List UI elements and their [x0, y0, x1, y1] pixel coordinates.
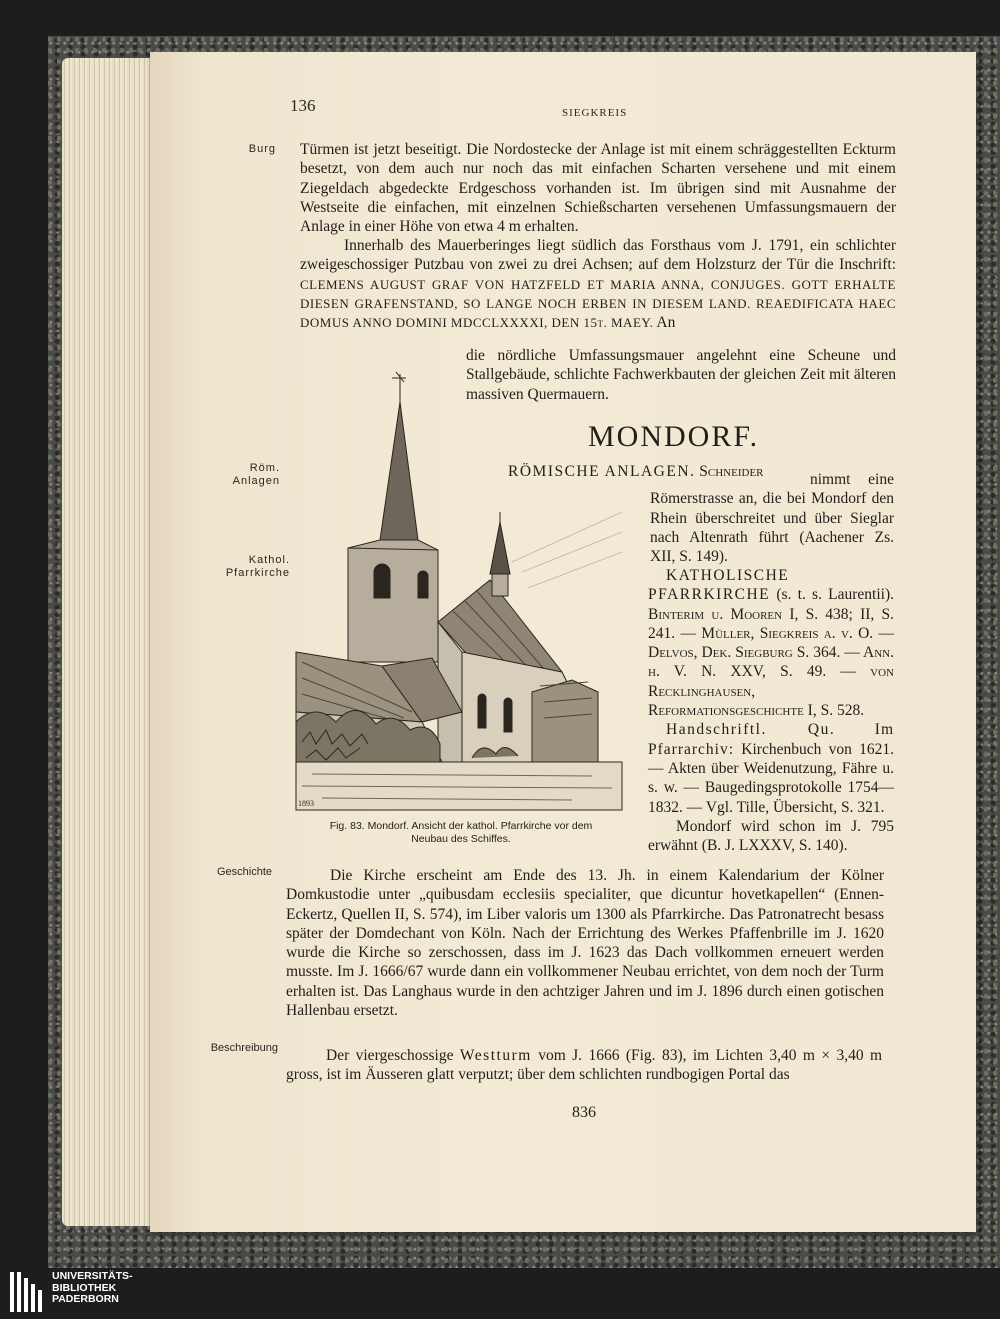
library-line2: BIBLIOTHEK	[52, 1281, 117, 1294]
library-logo-icon	[10, 1272, 46, 1312]
forsthaus-text: Innerhalb des Mauerberinges liegt südlich das Forsthaus vom J. 1791, ein schlichter zweigeschossiger Putzbau von zwei zu drei Achsen; auf dem Holzsturz der Tür die Inschrift:	[300, 237, 896, 274]
margin-note-rom-line2: Anlagen	[232, 475, 280, 487]
library-line1: UNIVERSITÄTS-	[52, 1270, 133, 1282]
history-paragraph: Die Kirche erscheint am Ende des 13. Jh. in einem Kalendarium der Kölner Domkustodie unter „quibusdam ecclesiis specialiter, que dicuntur hovetkapellen“ (Ennen-Eckertz, Quellen II, S. 574), im Liber valoris um 1300 als Pfarrkirche. Das Patronatrecht besass später der Domdechant von Köln. Nach der Errichtung des Werkes Pfaffenbrille im J. 1620 wurde die Kirche so zerschossen, dass im J. 1623 das Dach vollkommen erneuert werden musste. Im J. 1666/67 wurde dann ein vollkommener Neubau errichtet, von dem noch der Turm erhalten ist. Das Langhaus wurde in den achtziger Jahren und im J. 1896 durch einen gotischen Hallenbau ersetzt.	[286, 867, 884, 1020]
figure-caption-line2: Neubau des Schiffes.	[411, 833, 511, 845]
margin-note-rom	[206, 462, 280, 488]
roman-text-block	[650, 470, 894, 566]
sources-archive: Im Pfarrarchiv:	[648, 721, 895, 758]
running-title: SIEGKREIS	[562, 107, 628, 119]
burg-paragraph-2	[300, 236, 896, 332]
inscription: CLEMENS AUGUST GRAF VON HATZFELD ET MARIA ANNA, CONJUGES. GOTT ERHALTE DIESEN GRAFENSTAND, SO LANGE NOCH ERBEN IN DIESEM LAND. REAEDIFICATA HAEC DOMUS ANNO DOMINI MDCCLXXXXI, DEN 15t. MAEY.	[300, 276, 896, 331]
margin-note-beschreibung: Beschreibung	[210, 1042, 278, 1054]
church-dedication: (s. t. s. Laurentii).	[776, 586, 894, 604]
drawing-year: 1893	[298, 799, 314, 808]
figure-caption-line1: Fig. 83. Mondorf. Ansicht der kathol. Pfarrkirche vor dem	[329, 820, 593, 832]
burg-paragraph-1: Türmen ist jetzt beseitigt. Die Nordostecke der Anlage ist mit einem schräggestellten Eckturm besetzt, von dem auch nur noch das mit einfachen Scharten versehene und mit einem Ziegeldach abgedeckte Erdgeschoss vorhanden ist. Im übrigen sind mit Ausnahme der Westseite die einfachen, mit einzelnen Schießscharten versehenen Umfassungsmauern der Anlage in einer Höhe von etwa 4 m erhalten.	[300, 141, 896, 236]
margin-note-rom-line1: Röm.	[249, 462, 280, 474]
library-footer	[0, 1268, 1000, 1319]
library-name	[52, 1271, 133, 1306]
sources-label: Handschriftl. Qu.	[666, 721, 836, 739]
figure-caption	[288, 820, 634, 846]
church-block	[648, 566, 894, 855]
margin-note-kathol	[200, 554, 290, 580]
church-refs: Binterim u. Mooren I, S. 438; II, S. 241. — Müller, Siegkreis a. v. O. — Delvos, Dek. Siegburg S. 364. — Ann. h. V. N. XXV, S. 49. — von Recklinghausen, Reformationsgeschichte I, S. 528.	[648, 605, 894, 720]
ridge-turret	[490, 522, 510, 574]
margin-note-kathol-line2: Pfarrkirche	[225, 567, 290, 579]
page-header-number: 136	[290, 96, 316, 115]
page-number-bottom: 836	[572, 1104, 596, 1121]
tower-spire	[380, 402, 418, 540]
margin-note-burg: Burg	[248, 143, 276, 155]
description-lead: Der viergeschossige	[326, 1047, 454, 1064]
mondorf-mention: Mondorf wird schon im J. 795 erwähnt (B. J. LXXXV, S. 140).	[648, 817, 894, 855]
page-stack	[62, 58, 162, 1226]
sources-text: Kirchenbuch von 1621. — Akten über Weidenutzung, Fähre u. s. w. — Baugedingsprotokolle 1754—1832. — Vgl. Tille, Übersicht, S. 321.	[648, 740, 894, 816]
description-text: vom J. 1666 (Fig. 83), im Lichten 3,40 m × 3,40 m gross, ist im Äusseren glatt verputzt; über dem schlichten rundbogigen Portal das	[286, 1047, 883, 1084]
margin-note-kathol-line1: Kathol.	[248, 554, 290, 566]
margin-note-geschichte: Geschichte	[216, 866, 272, 878]
roman-heading: RÖMISCHE ANLAGEN.	[508, 463, 696, 480]
section-title: MONDORF.	[588, 420, 760, 453]
church-illustration	[292, 362, 626, 812]
description-paragraph	[286, 1046, 882, 1085]
roman-text: nimmt eine Römerstrasse an, die bei Mondorf den Rhein überschreitet und über Sieglar nach Altenrath führt (Aachener Zs. XII, S. 149).	[650, 471, 894, 566]
church-heading: KATHOLISCHE PFARRKIRCHE	[648, 567, 790, 604]
library-line3: PADERBORN	[52, 1293, 119, 1305]
description-term: Westturm	[459, 1047, 532, 1064]
roman-author: Schneider	[699, 463, 764, 480]
an-text: An	[656, 314, 676, 332]
west-tower	[348, 540, 438, 662]
scheune-paragraph: die nördliche Umfassungsmauer angelehnt eine Scheune und Stallgebäude, schlichte Fachwerkbauten der gleichen Zeit mit älteren massiven Quermauern.	[466, 347, 896, 403]
